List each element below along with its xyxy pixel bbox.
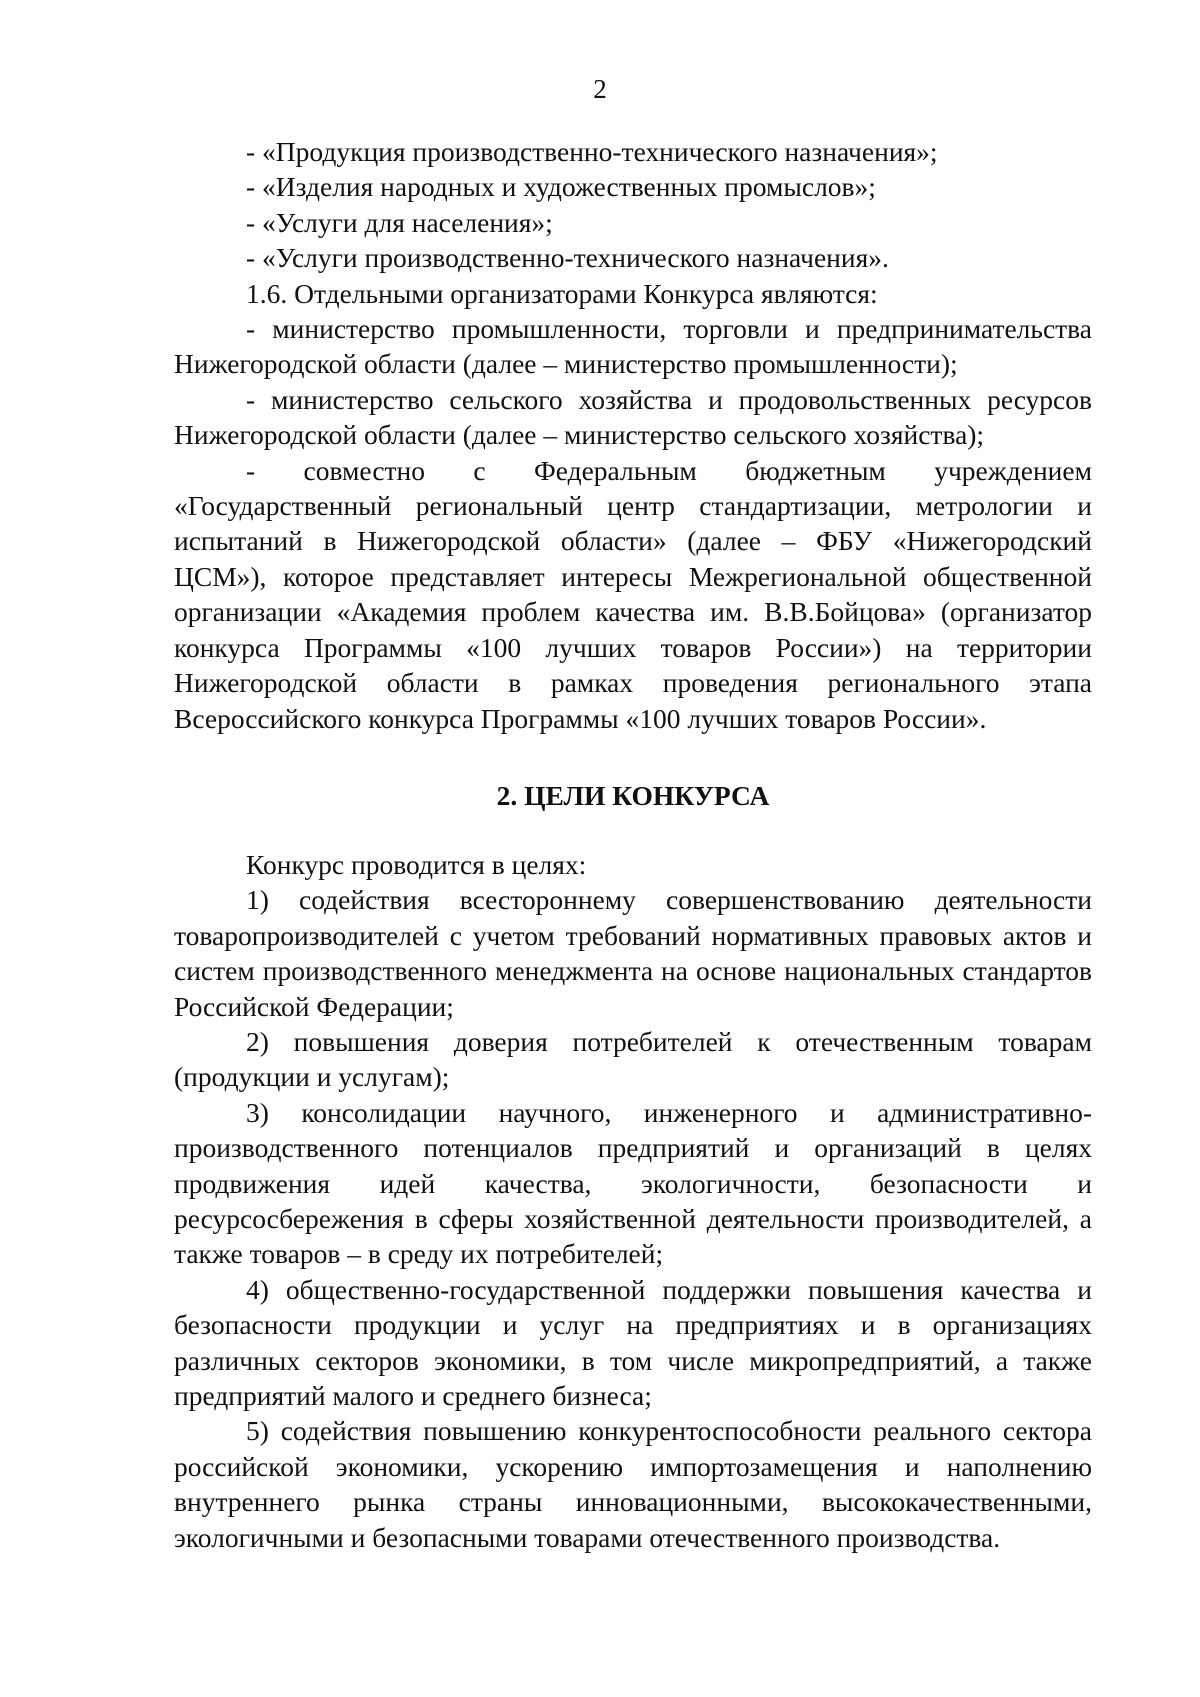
- section-heading: 2. ЦЕЛИ КОНКУРСА: [496, 779, 770, 811]
- list-item: - «Изделия народных и художественных промыслов»;: [246, 171, 876, 203]
- list-item: - «Услуги производственно-технического назначения».: [246, 242, 889, 274]
- goal-paragraph: 2) повышения доверия потребителей к отечественным товарам (продукции и услугам);: [174, 1025, 1092, 1093]
- organizer-paragraph: - министерство сельского хозяйства и продовольственных ресурсов Нижегородской области (далее – министерство сельского хозяйства);: [174, 383, 1092, 451]
- goal-paragraph: 5) содействия повышению конкурентоспособности реального сектора российской экономики, ускорению импортозамещения и наполнению внутреннего рынка страны инновационными, высококачественными, экологичными и безопасными товарами отечественного производства.: [174, 1415, 1092, 1553]
- goals-intro: Конкурс проводится в целях:: [246, 848, 587, 880]
- list-item: - «Услуги для населения»;: [246, 206, 553, 238]
- page-number: 2: [593, 74, 607, 104]
- organizer-paragraph: - министерство промышленности, торговли и предпринимательства Нижегородской области (далее – министерство промышленности);: [174, 313, 1092, 380]
- document-body: [174, 134, 1092, 1555]
- list-item: - «Продукция производственно-технического назначения»;: [246, 136, 938, 167]
- goal-paragraph: 4) общественно-государственной поддержки повышения качества и безопасности продукции и услуг на предприятиях и в организациях различных секторов экономики, в том числе микропредприятий, а также предприятий малого и среднего бизнеса;: [174, 1273, 1092, 1411]
- goal-paragraph: 1) содействия всестороннему совершенствованию деятельности товаропроизводителей с учетом требований нормативных правовых актов и систем производственного менеджмента на основе национальных стандартов Российской Федерации;: [174, 884, 1092, 1022]
- goal-paragraph: 3) консолидации научного, инженерного и административно-производственного потенциалов предприятий и организаций в целях продвижения идей качества, экологичности, безопасности и ресурсосбережения в сферы хозяйственной деятельности производителей, а также товаров – в среду их потребителей;: [174, 1096, 1092, 1270]
- organizer-paragraph: - совместно с Федеральным бюджетным учреждением «Государственный региональный центр стандартизации, метрологии и испытаний в Нижегородской области» (далее – ФБУ «Нижегородский ЦСМ»), которое представляет интересы Межрегиональной общественной организации «Академия проблем качества им. В.В.Бойцова» (организатор конкурса Программы «100 лучших товаров России») на территории Нижегородской области в рамках проведения регионального этапа Всероссийского конкурса Программы «100 лучших товаров России».: [174, 454, 1092, 734]
- clause-1-6: 1.6. Отдельными организаторами Конкурса являются:: [246, 277, 878, 309]
